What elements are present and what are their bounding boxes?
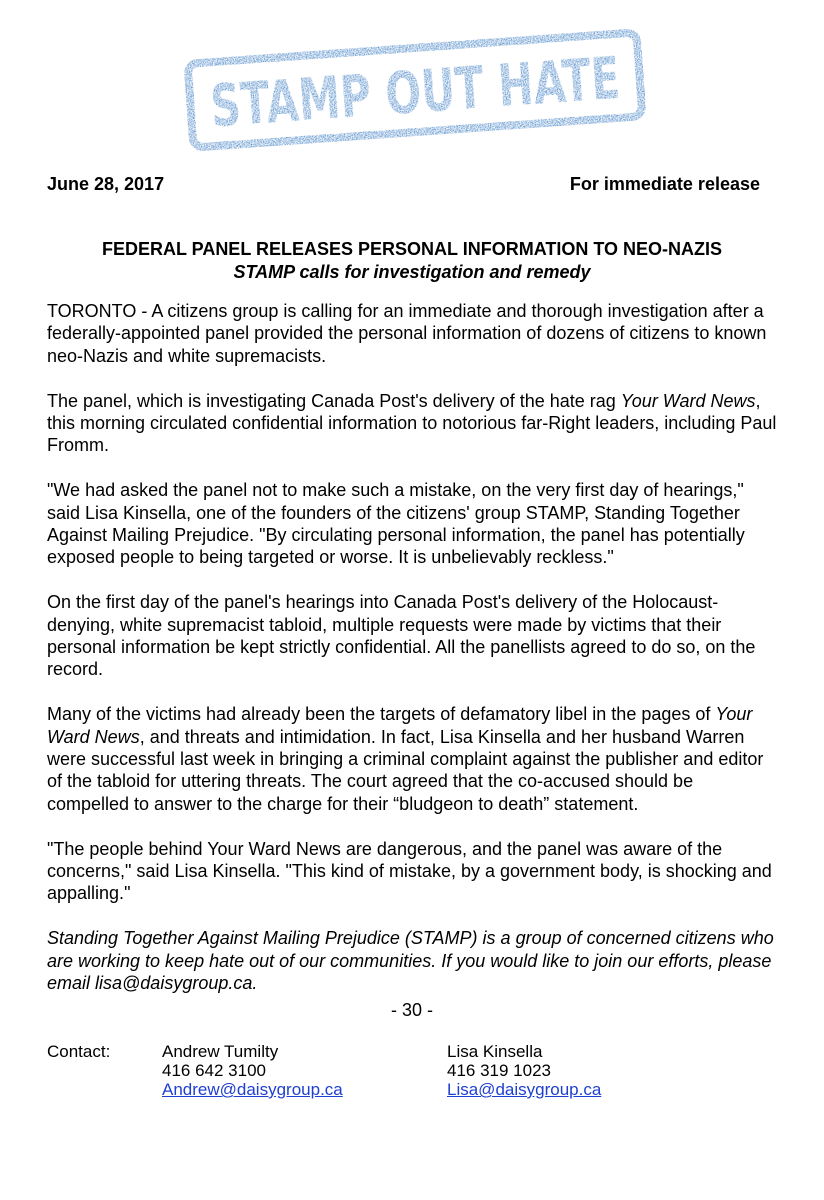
stamp-logo-graphic [178, 32, 779, 146]
contact-phone: 416 319 1023 [447, 1061, 551, 1080]
paragraph-2 [47, 390, 777, 457]
contact-phone: 416 642 3100 [162, 1061, 266, 1080]
paragraph-6: "The people behind Your Ward News are dangerous, and the panel was aware of the concerns," said Lisa Kinsella. "This kind of mistake, by a government body, is shocking and appalling." [47, 838, 772, 904]
contact-label: Contact: [47, 1042, 111, 1061]
end-mark: - 30 - [390, 1000, 433, 1020]
contact-name: Lisa Kinsella [447, 1042, 543, 1061]
headline-subtitle: STAMP calls for investigation and remedy [233, 262, 591, 282]
paragraph-2-text-b: , this morning circulated confidential information to notorious far-Right leaders, including Paul Fromm. [47, 390, 777, 456]
release-date: June 28, 2017 [47, 174, 165, 194]
paragraph-1: TORONTO - A citizens group is calling for an immediate and thorough investigation after a federally-appointed panel provided the personal information of dozens of citizens to known neo-Nazis and white supremacists. [47, 301, 767, 366]
contact-person-1 [162, 1042, 343, 1099]
paragraph-2-text-a: The panel, which is investigating Canada Post's delivery of the hate rag [47, 390, 621, 411]
headline-block [0, 238, 824, 284]
contact-person-2 [447, 1042, 601, 1099]
article-body [47, 300, 777, 1017]
contact-email-link[interactable]: Lisa@daisygroup.ca [447, 1080, 602, 1099]
about-stamp-paragraph: Standing Together Against Mailing Prejudice (STAMP) is a group of concerned citizens who are working to keep hate out of our communities. If you would like to join our efforts, please email lisa@daisygroup.ca. [47, 928, 774, 994]
logo-text: STAMP OUT HATE [208, 32, 779, 141]
publication-name: Your Ward News [47, 704, 753, 747]
paragraph-5 [47, 703, 777, 815]
paragraph-3: "We had asked the panel not to make such a mistake, on the very first day of hearings," said Lisa Kinsella, one of the founders of the citizens' group STAMP, Standing Together Against Mailing Prejudice. "By circulating personal information, the panel has potentially exposed people to being targeted or worse. It is unbelievably reckless." [47, 480, 745, 568]
publication-name: Your Ward News [620, 390, 756, 411]
stamp-out-hate-logo [178, 32, 779, 146]
headline-title: FEDERAL PANEL RELEASES PERSONAL INFORMATION TO NEO-NAZIS [101, 239, 723, 259]
contact-email-link[interactable]: Andrew@daisygroup.ca [162, 1080, 343, 1099]
paragraph-4: On the first day of the panel's hearings into Canada Post's delivery of the Holocaust-denying, white supremacist tabloid, multiple requests were made by victims that their personal information be kept strictly confidential. All the panellists agreed to do so, on the record. [47, 592, 756, 680]
contact-name: Andrew Tumilty [162, 1042, 279, 1061]
paragraph-5-text-b: , and threats and intimidation. In fact, Lisa Kinsella and her husband Warren were successful last week in bringing a criminal complaint against the publisher and editor of the tabloid for uttering threats. The court agreed that the co-accused should be compelled to answer to the charge for their “bludgeon to death” statement. [47, 726, 764, 814]
release-status: For immediate release [569, 174, 760, 194]
paragraph-5-text-a: Many of the victims had already been the targets of defamatory libel in the pages of [47, 704, 716, 725]
